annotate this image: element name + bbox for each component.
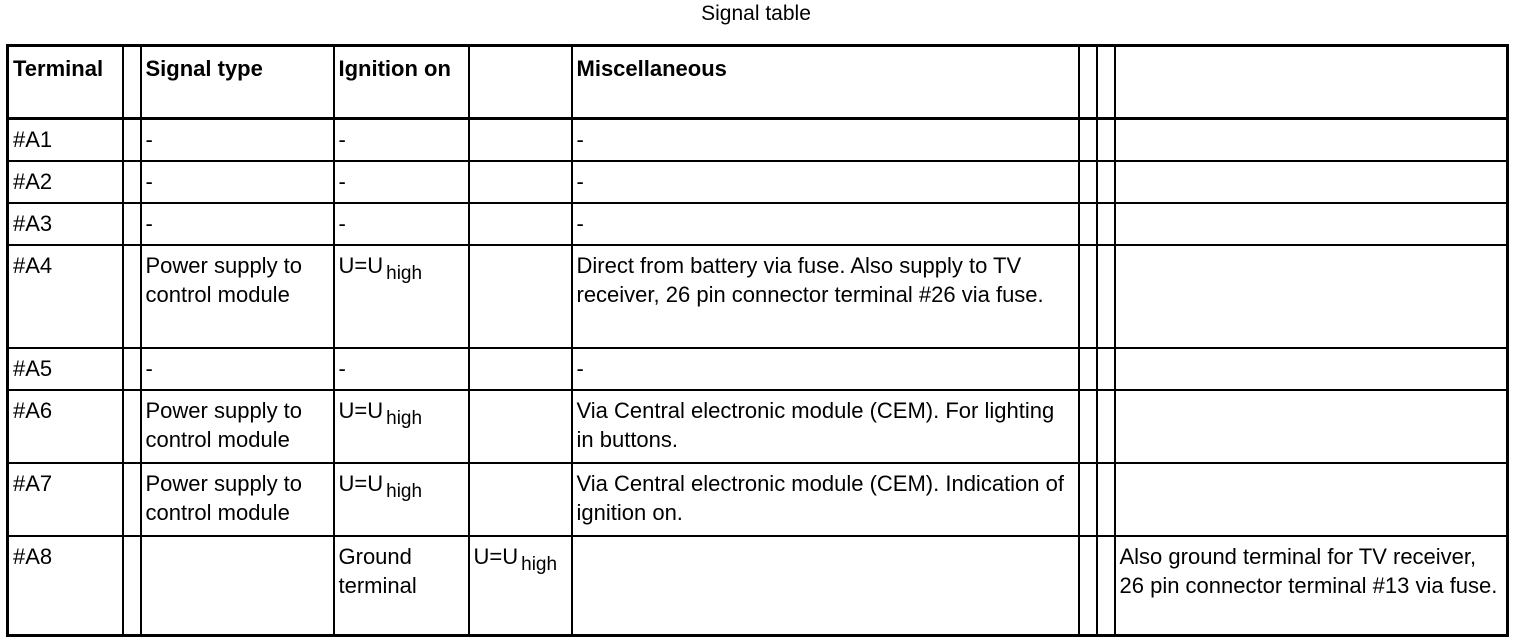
cell-spacer [1079,536,1097,636]
cell-spacer [1079,463,1097,536]
ignition-value: U=U [338,397,384,423]
header-blank [469,46,572,119]
cell-blank [469,463,572,536]
cell-note: Also ground terminal for TV receiver, 26 pin connector terminal #13 via fuse. [1115,536,1508,636]
cell-terminal: #A3 [8,203,123,245]
table-caption: Signal table [701,2,811,25]
cell-misc: - [572,119,1079,161]
table-row [8,203,1508,245]
header-spacer [1079,46,1097,119]
cell-terminal: #A5 [8,348,123,390]
cell-spacer [123,203,141,245]
cell-misc: - [572,203,1079,245]
cell-misc: - [572,348,1079,390]
cell-spacer [1079,161,1097,203]
cell-ignition: - [334,203,469,245]
cell-blank [469,161,572,203]
cell-ignition: Ground terminal [334,536,469,636]
cell-signal-type [141,536,334,636]
cell-spacer [1097,245,1115,348]
header-signal-type: Signal type [141,46,334,119]
cell-spacer [123,161,141,203]
cell-blank [1115,245,1508,348]
cell-spacer [1097,536,1115,636]
table-row [8,390,1508,463]
header-spacer [123,46,141,119]
cell-spacer [1079,245,1097,348]
table-row [8,463,1508,536]
cell-spacer [123,463,141,536]
cell-blank [1115,203,1508,245]
header-spacer [1097,46,1115,119]
cell-spacer [1097,348,1115,390]
header-miscellaneous: Miscellaneous [572,46,1079,119]
cell-misc [572,536,1079,636]
cell-extra [469,536,572,636]
cell-misc: Via Central electronic module (CEM). For lighting in buttons. [572,390,1079,463]
header-ignition-on: Ignition on [334,46,469,119]
cell-signal-type: Power supply to control module [141,463,334,536]
cell-spacer [1079,348,1097,390]
cell-terminal: #A2 [8,161,123,203]
cell-spacer [123,536,141,636]
extra-value: U=U [473,543,519,569]
cell-spacer [1097,463,1115,536]
cell-ignition: - [334,161,469,203]
ignition-subscript: high [386,480,423,502]
cell-spacer [1097,390,1115,463]
header-row [8,46,1508,119]
cell-spacer [123,119,141,161]
cell-signal-type: - [141,161,334,203]
ignition-value: U=U [338,252,384,278]
cell-spacer [123,348,141,390]
cell-misc: Via Central electronic module (CEM). Indication of ignition on. [572,463,1079,536]
cell-blank [469,390,572,463]
cell-ignition [334,390,469,463]
table-row [8,348,1508,390]
cell-terminal: #A4 [8,245,123,348]
cell-blank [469,245,572,348]
signal-table [6,44,1509,637]
cell-ignition [334,463,469,536]
cell-blank [469,203,572,245]
cell-misc: - [572,161,1079,203]
table-row [8,245,1508,348]
cell-blank [469,348,572,390]
ignition-value: U=U [338,470,384,496]
extra-subscript: high [521,553,558,575]
header-terminal: Terminal [8,46,123,119]
cell-ignition: - [334,348,469,390]
cell-spacer [1079,390,1097,463]
cell-signal-type: Power supply to control module [141,390,334,463]
table-row [8,119,1508,161]
cell-signal-type: - [141,119,334,161]
cell-spacer [1079,203,1097,245]
cell-terminal: #A7 [8,463,123,536]
cell-terminal: #A6 [8,390,123,463]
table-row [8,161,1508,203]
cell-terminal: #A8 [8,536,123,636]
cell-blank [1115,161,1508,203]
cell-blank [469,119,572,161]
cell-blank [1115,348,1508,390]
cell-spacer [1097,203,1115,245]
cell-ignition [334,245,469,348]
cell-signal-type: - [141,348,334,390]
cell-signal-type: Power supply to control module [141,245,334,348]
cell-spacer [123,245,141,348]
cell-spacer [123,390,141,463]
cell-spacer [1079,119,1097,161]
cell-signal-type: - [141,203,334,245]
cell-misc: Direct from battery via fuse. Also supply to TV receiver, 26 pin connector terminal #26 via fuse. [572,245,1079,348]
cell-spacer [1097,119,1115,161]
cell-blank [1115,463,1508,536]
cell-spacer [1097,161,1115,203]
table-row [8,536,1508,636]
cell-terminal: #A1 [8,119,123,161]
ignition-subscript: high [386,407,423,429]
ignition-subscript: high [386,262,423,284]
cell-ignition: - [334,119,469,161]
cell-blank [1115,390,1508,463]
cell-blank [1115,119,1508,161]
header-blank [1115,46,1508,119]
